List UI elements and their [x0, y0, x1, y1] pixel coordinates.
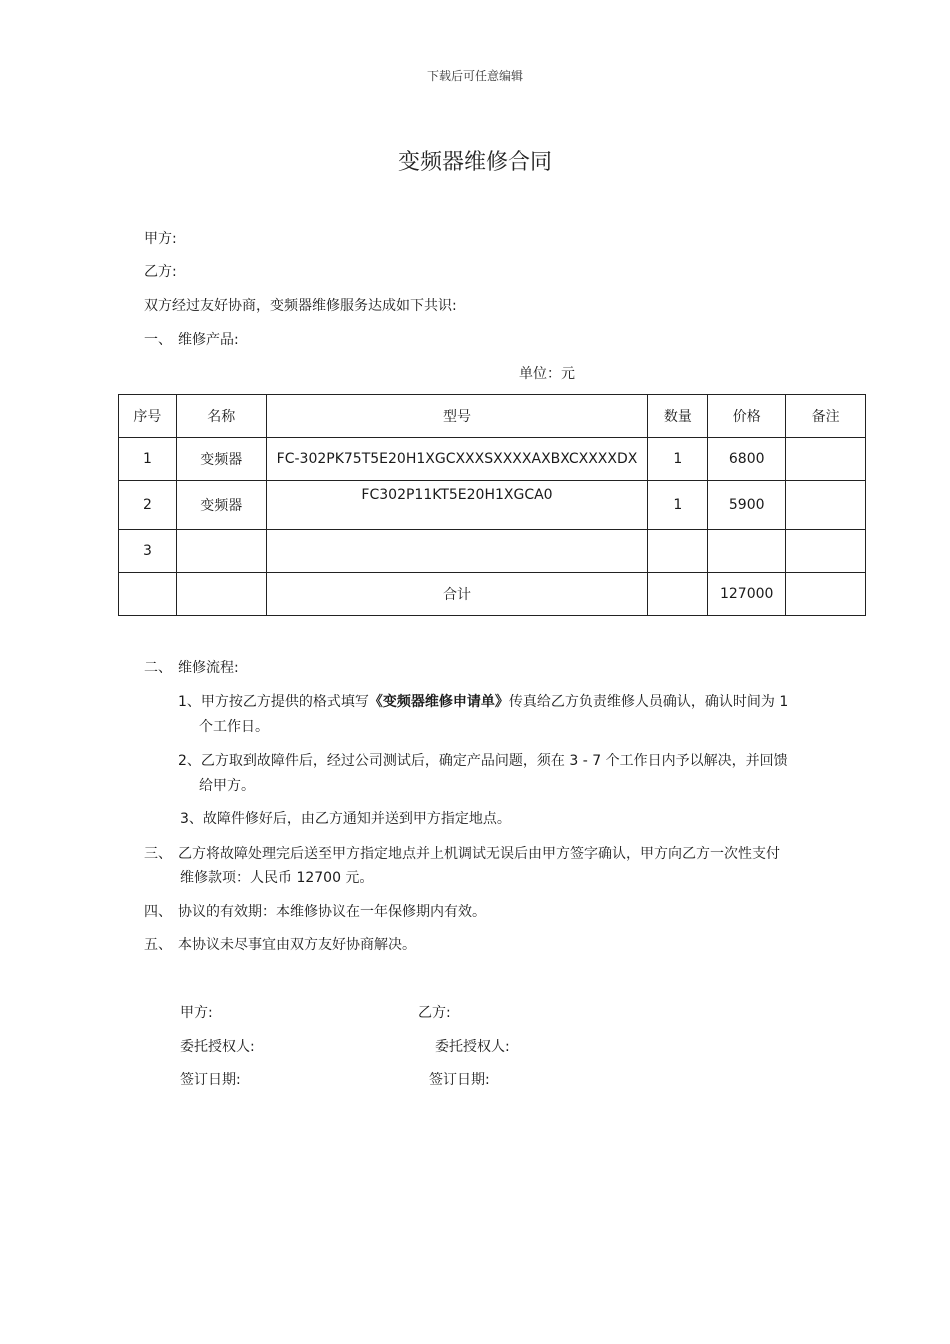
- table-row: [119, 438, 866, 481]
- signature-party-a: 甲方:: [180, 1005, 213, 1021]
- table-cell: 3: [119, 530, 177, 573]
- signature-date-b: 签订日期:: [429, 1072, 490, 1088]
- total-label: 合计: [266, 573, 648, 616]
- table-cell: [786, 481, 866, 530]
- process-step-1-continued: 个工作日。: [199, 719, 269, 735]
- process-step-1: [178, 692, 788, 712]
- table-header-cell: 名称: [176, 395, 266, 438]
- table-header-cell: 数量: [648, 395, 708, 438]
- signature-agent-b: 委托授权人:: [435, 1039, 510, 1055]
- table-cell: [266, 530, 648, 573]
- section5-text: 本协议未尽事宜由双方友好协商解决。: [178, 937, 416, 953]
- table-cell: [786, 438, 866, 481]
- process-step-3: 3、故障件修好后，由乙方通知并送到甲方指定地点。: [180, 811, 511, 827]
- table-cell: 2: [119, 481, 177, 530]
- table-cell: FC-302PK75T5E20H1XGCXXXSXXXXAXBXCXXXXDX: [266, 438, 648, 481]
- table-cell: [648, 573, 708, 616]
- process-step-2-continued: 给甲方。: [199, 778, 255, 794]
- table-cell: [176, 573, 266, 616]
- document-title: 变频器维修合同: [397, 150, 552, 175]
- section5-number: 五、: [144, 937, 172, 953]
- section4-text: 协议的有效期：本维修协议在一年保修期内有效。: [178, 904, 486, 920]
- table-cell: 变频器: [176, 481, 266, 530]
- table-header-cell: 序号: [119, 395, 177, 438]
- table-header-cell: 备注: [786, 395, 866, 438]
- process-step-1-pre: 1、甲方按乙方提供的格式填写: [178, 694, 369, 710]
- table-cell: 5900: [708, 481, 786, 530]
- signature-party-b: 乙方:: [418, 1005, 451, 1021]
- table-row: [119, 530, 866, 573]
- table-cell: [708, 530, 786, 573]
- section3-number: 三、: [144, 846, 172, 862]
- process-step-2: 2、乙方取到故障件后，经过公司测试后，确定产品问题，须在 3 - 7 个工作日内予以解决，并回馈: [178, 753, 788, 769]
- header-note: 下载后可任意编辑: [426, 69, 523, 83]
- section2-number: 二、: [144, 660, 172, 676]
- table-cell: [786, 573, 866, 616]
- table-header-row: [119, 395, 866, 438]
- table-header-cell: 型号: [266, 395, 648, 438]
- process-step-1-post: 传真给乙方负责维修人员确认，确认时间为 1: [508, 694, 789, 710]
- table-cell: [119, 573, 177, 616]
- application-form-name: 《变频器维修申请单》: [368, 694, 509, 710]
- table-cell: FC302P11KT5E20H1XGCA0: [266, 481, 648, 530]
- table-row: [119, 481, 866, 530]
- section1-number: 一、: [144, 332, 172, 348]
- table-cell: [648, 530, 708, 573]
- section3-text: 乙方将故障处理完后送至甲方指定地点并上机调试无误后由甲方签字确认，甲方向乙方一次性支付: [178, 846, 780, 862]
- section1-heading: 维修产品:: [178, 332, 239, 348]
- signature-date-a: 签订日期:: [180, 1072, 241, 1088]
- party-a-label: 甲方:: [144, 231, 177, 247]
- section3-continued: 维修款项：人民币 12700 元。: [180, 870, 374, 886]
- table-cell: 变频器: [176, 438, 266, 481]
- table-cell: 1: [119, 438, 177, 481]
- table-total-row: [119, 573, 866, 616]
- intro-text: 双方经过友好协商，变频器维修服务达成如下共识:: [144, 298, 457, 314]
- table-cell: 1: [648, 438, 708, 481]
- table-header-cell: 价格: [708, 395, 786, 438]
- table-cell: [176, 530, 266, 573]
- unit-label: 单位：元: [519, 366, 575, 382]
- party-b-label: 乙方:: [144, 264, 177, 280]
- total-value: 127000: [708, 573, 786, 616]
- section4-number: 四、: [144, 904, 172, 920]
- table-cell: 1: [648, 481, 708, 530]
- section2-heading: 维修流程:: [178, 660, 239, 676]
- table-cell: 6800: [708, 438, 786, 481]
- table-cell: [786, 530, 866, 573]
- product-table: [118, 394, 866, 616]
- signature-agent-a: 委托授权人:: [180, 1039, 255, 1055]
